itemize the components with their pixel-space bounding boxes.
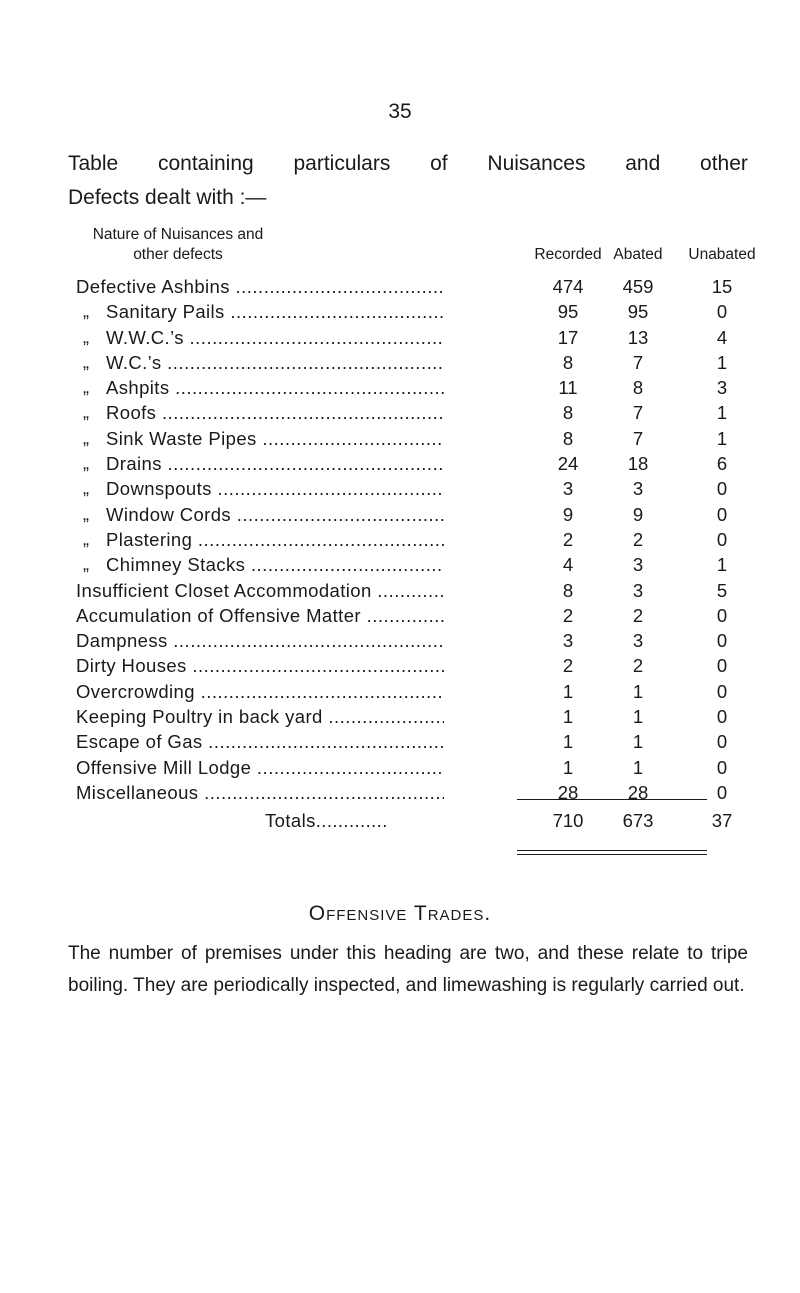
- row-label: Roofs .....: [106, 400, 444, 425]
- row-recorded: 17: [557, 326, 579, 348]
- row-recorded: 1: [562, 706, 574, 728]
- table-row: [0, 350, 800, 375]
- row-recorded: 4: [562, 554, 574, 576]
- header-abated: Abated: [613, 246, 663, 263]
- row-abated: 1: [632, 706, 644, 728]
- row-recorded: 11: [558, 377, 578, 399]
- table-row: [0, 704, 800, 729]
- table-row: [0, 426, 800, 451]
- row-abated: 2: [632, 528, 644, 550]
- row-recorded: 1: [562, 680, 574, 702]
- totals-rule-top: [517, 799, 707, 800]
- row-unabated: 6: [716, 453, 728, 475]
- row-unabated: 0: [716, 680, 728, 702]
- row-unabated: 0: [716, 731, 728, 753]
- table-row: [0, 552, 800, 577]
- row-abated: 28: [627, 781, 649, 803]
- table-row: [0, 375, 800, 400]
- row-unabated: 4: [716, 326, 728, 348]
- row-recorded: 8: [562, 427, 574, 449]
- row-abated: 7: [632, 402, 644, 424]
- ditto-mark: „: [83, 478, 89, 499]
- row-unabated: 0: [716, 630, 728, 652]
- row-unabated: 0: [716, 503, 728, 525]
- totals-row: [0, 807, 800, 835]
- row-label: Sanitary Pails .....: [106, 299, 444, 324]
- offensive-trades-body: The number of premises under this heading are two, and these relate to tripe boiling. They are periodically inspected, and limewashing is regularly carried out.: [68, 943, 748, 996]
- row-label: Miscellaneous .....: [76, 780, 444, 805]
- title-word: Nuisances: [487, 152, 586, 175]
- row-recorded: 8: [562, 579, 574, 601]
- row-unabated: 1: [716, 427, 728, 449]
- row-unabated: 1: [716, 402, 728, 424]
- row-abated: 3: [632, 478, 644, 500]
- table-title-line1: [68, 147, 748, 181]
- row-label: Chimney Stacks .....: [106, 552, 444, 577]
- row-abated: 13: [627, 326, 649, 348]
- ditto-mark: „: [83, 402, 89, 423]
- row-label: Offensive Mill Lodge .....: [76, 755, 444, 780]
- offensive-trades-heading: Offensive Trades.: [308, 902, 492, 925]
- ditto-mark: „: [83, 377, 89, 398]
- table-row: [0, 274, 800, 299]
- table-row: [0, 603, 800, 628]
- row-abated: 1: [632, 756, 644, 778]
- row-label: Sink Waste Pipes .....: [106, 426, 444, 451]
- row-recorded: 474: [552, 276, 584, 297]
- row-label: Window Cords .....: [106, 502, 444, 527]
- row-recorded: 24: [557, 453, 579, 475]
- row-label: Drains .....: [106, 451, 444, 476]
- row-abated: 18: [627, 453, 649, 475]
- row-unabated: 3: [716, 377, 728, 399]
- row-abated: 8: [632, 377, 644, 399]
- row-unabated: 0: [716, 604, 728, 626]
- row-label: W.W.C.’s .....: [106, 325, 444, 350]
- row-recorded: 28: [557, 781, 579, 803]
- row-unabated: 0: [716, 781, 728, 803]
- totals-unabated: 37: [711, 810, 733, 831]
- title-word: other: [700, 152, 748, 175]
- table-title: [68, 147, 748, 215]
- row-abated: 2: [632, 604, 644, 626]
- row-abated: 7: [632, 427, 644, 449]
- ditto-mark: „: [83, 427, 89, 448]
- table-row: [0, 400, 800, 425]
- row-abated: 3: [632, 554, 644, 576]
- table-row: [0, 679, 800, 704]
- row-label: W.C.’s .....: [106, 350, 444, 375]
- table-row: [0, 729, 800, 754]
- row-recorded: 95: [557, 301, 579, 323]
- row-abated: 459: [622, 276, 654, 297]
- row-label: Escape of Gas .....: [76, 729, 444, 754]
- row-recorded: 8: [562, 402, 574, 424]
- row-recorded: 2: [562, 655, 574, 677]
- row-abated: 95: [627, 301, 649, 323]
- row-label: Dampness .....: [76, 628, 444, 653]
- row-label: Keeping Poultry in back yard .....: [76, 704, 444, 729]
- row-recorded: 9: [562, 503, 574, 525]
- header-nature-line2: other defects: [133, 246, 223, 263]
- header-unabated: Unabated: [688, 246, 756, 263]
- row-unabated: 0: [716, 301, 728, 323]
- row-unabated: 0: [716, 756, 728, 778]
- title-word: containing: [157, 152, 254, 175]
- row-recorded: 1: [562, 756, 574, 778]
- row-unabated: 1: [716, 351, 728, 373]
- row-abated: 3: [632, 579, 644, 601]
- row-unabated: 15: [711, 276, 733, 297]
- totals-abated: 673: [622, 810, 654, 831]
- row-abated: 1: [632, 680, 644, 702]
- ditto-mark: „: [83, 301, 89, 322]
- header-recorded: Recorded: [534, 246, 602, 263]
- table-row: [0, 502, 800, 527]
- table-row: [0, 527, 800, 552]
- row-abated: 7: [632, 351, 644, 373]
- table-row: [0, 628, 800, 653]
- ditto-mark: „: [83, 554, 89, 575]
- table-row: [0, 578, 800, 603]
- title-word: of: [430, 152, 448, 175]
- title-word: particulars: [293, 152, 391, 175]
- row-recorded: 3: [562, 478, 574, 500]
- row-abated: 9: [632, 503, 644, 525]
- row-abated: 2: [632, 655, 644, 677]
- title-word: and: [625, 152, 661, 175]
- row-label: Overcrowding .....: [76, 679, 444, 704]
- table-row: [0, 451, 800, 476]
- row-recorded: 2: [562, 604, 574, 626]
- table-row: [0, 325, 800, 350]
- table-header: [0, 225, 800, 270]
- row-unabated: 0: [716, 528, 728, 550]
- row-label: Plastering .....: [106, 527, 444, 552]
- totals-rule-bottom: [517, 850, 707, 855]
- ditto-mark: „: [83, 528, 89, 549]
- row-unabated: 1: [716, 554, 728, 576]
- title-word: Table: [68, 152, 119, 175]
- row-abated: 1: [632, 731, 644, 753]
- table-row: [0, 299, 800, 324]
- ditto-mark: „: [83, 503, 89, 524]
- table-row: [0, 476, 800, 501]
- table-row: [0, 780, 800, 805]
- totals-label: Totals.............: [265, 810, 388, 831]
- header-nature-line1: Nature of Nuisances and: [92, 226, 264, 243]
- row-label: Accumulation of Offensive Matter .....: [76, 603, 444, 628]
- row-label: Ashpits .....: [106, 375, 444, 400]
- row-label: Dirty Houses .....: [76, 653, 444, 678]
- row-recorded: 1: [562, 731, 574, 753]
- row-abated: 3: [632, 630, 644, 652]
- row-label: Insufficient Closet Accommodation .....: [76, 578, 444, 603]
- row-unabated: 0: [716, 478, 728, 500]
- table-row: [0, 755, 800, 780]
- table-title-line2: Defects dealt with :—: [68, 186, 267, 209]
- totals-recorded: 710: [552, 810, 584, 831]
- ditto-mark: „: [83, 326, 89, 347]
- ditto-mark: „: [83, 351, 89, 372]
- row-recorded: 2: [562, 528, 574, 550]
- row-unabated: 0: [716, 655, 728, 677]
- page-number: 35: [388, 100, 412, 123]
- table-row: [0, 653, 800, 678]
- header-nature: [48, 225, 308, 265]
- table-body: [0, 274, 800, 805]
- row-unabated: 0: [716, 706, 728, 728]
- row-recorded: 8: [562, 351, 574, 373]
- row-recorded: 3: [562, 630, 574, 652]
- ditto-mark: „: [83, 453, 89, 474]
- row-unabated: 5: [716, 579, 728, 601]
- row-label: Defective Ashbins .....: [76, 274, 444, 299]
- row-label: Downspouts .....: [106, 476, 444, 501]
